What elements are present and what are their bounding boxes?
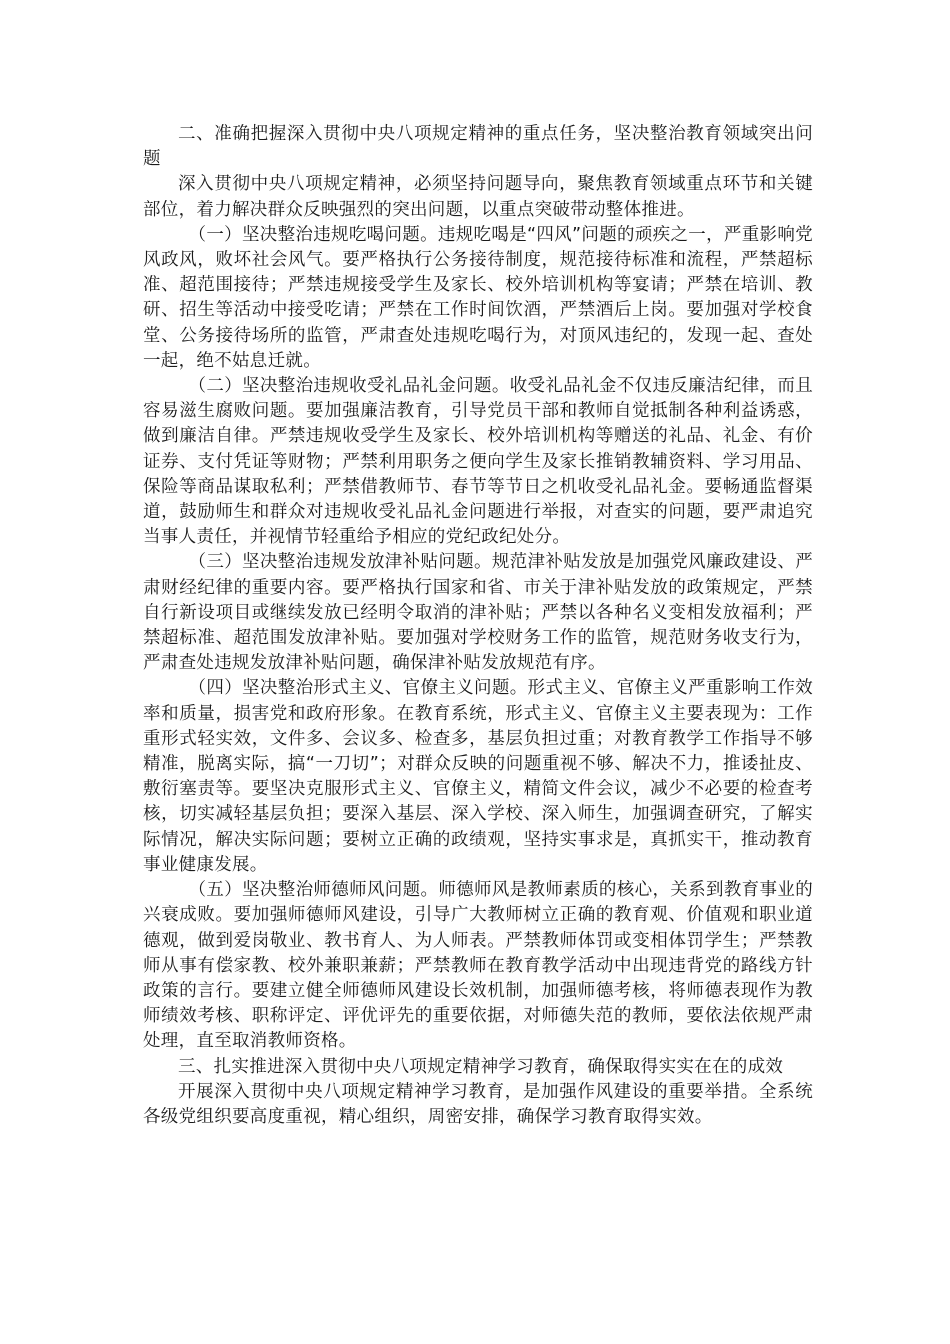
- body-paragraph: 深入贯彻中央八项规定精神，必须坚持问题导向，聚焦教育领域重点环节和关键部位，着力解决群众反映强烈的突出问题，以重点突破带动整体推进。: [143, 174, 813, 220]
- subsection-paragraph-5: （五）坚决整治师德师风问题。师德师风是教师素质的核心，关系到教育事业的兴衰成败。要加强师德师风建设，引导广大教师树立正确的教育观、价值观和职业道德观，做到爱岗敬业、教书育人、为人师表。严禁教师体罚或变相体罚学生；严禁教师从事有偿家教、校外兼职兼薪；严禁教师在教育教学活动中出现违背党的路线方针政策的言行。要建立健全师德师风建设长效机制，加强师德考核，将师德表现作为教师绩效考核、职称评定、评优评先的重要依据，对师德失范的教师，要依法依规严肃处理，直至取消教师资格。: [143, 880, 813, 1052]
- body-paragraph: 开展深入贯彻中央八项规定精神学习教育，是加强作风建设的重要举措。全系统各级党组织要高度重视，精心组织，周密安排，确保学习教育取得实效。: [143, 1081, 813, 1127]
- section-heading-3: 三、扎实推进深入贯彻中央八项规定精神学习教育，确保取得实实在在的成效: [178, 1056, 784, 1077]
- subsection-paragraph-4: （四）坚决整治形式主义、官僚主义问题。形式主义、官僚主义严重影响工作效率和质量，损害党和政府形象。在教育系统，形式主义、官僚主义主要表现为：工作重形式轻实效，文件多、会议多、检查多，基层负担过重；对教育教学工作指导不够精准，脱离实际，搞“一刀切”；对群众反映的问题重视不够、解决不力，推诿扯皮、敷衍塞责等。要坚决克服形式主义、官僚主义，精简文件会议，减少不必要的检查考核，切实减轻基层负担；要深入基层、深入学校、深入师生，加强调查研究，了解实际情况，解决实际问题；要树立正确的政绩观，坚持实事求是，真抓实干，推动教育事业健康发展。: [143, 678, 813, 875]
- subsection-paragraph-3: （三）坚决整治违规发放津补贴问题。规范津补贴发放是加强党风廉政建设、严肃财经纪律的重要内容。要严格执行国家和省、市关于津补贴发放的政策规定，严禁自行新设项目或继续发放已经明令取消的津补贴；严禁以各种名义变相发放福利；严禁超标准、超范围发放津补贴。要加强对学校财务工作的监管，规范财务收支行为，严肃查处违规发放津补贴问题，确保津补贴发放规范有序。: [143, 552, 813, 674]
- section-heading-2: 二、准确把握深入贯彻中央八项规定精神的重点任务，坚决整治教育领域突出问题: [143, 124, 813, 170]
- subsection-paragraph-1: （一）坚决整治违规吃喝问题。违规吃喝是“四风”问题的顽疾之一，严重影响党风政风，败坏社会风气。要严格执行公务接待制度，规范接待标准和流程，严禁超标准、超范围接待；严禁违规接受学生及家长、校外培训机构等宴请；严禁在培训、教研、招生等活动中接受吃请；严禁在工作时间饮酒，严禁酒后上岗。要加强对学校食堂、公务接待场所的监管，严肃查处违规吃喝行为，对顶风违纪的，发现一起、查处一起，绝不姑息迁就。: [143, 224, 813, 371]
- document-body: [143, 122, 813, 1130]
- subsection-paragraph-2: （二）坚决整治违规收受礼品礼金问题。收受礼品礼金不仅违反廉洁纪律，而且容易滋生腐败问题。要加强廉洁教育，引导党员干部和教师自觉抵制各种利益诱惑，做到廉洁自律。严禁违规收受学生及家长、校外培训机构等赠送的礼品、礼金、有价证券、支付凭证等财物；严禁利用职务之便向学生及家长推销教辅资料、学习用品、保险等商品谋取私利；严禁借教师节、春节等节日之机收受礼品礼金。要畅通监督渠道，鼓励师生和群众对违规收受礼品礼金问题进行举报，对查实的问题，要严肃追究当事人责任，并视情节轻重给予相应的党纪政纪处分。: [143, 376, 813, 548]
